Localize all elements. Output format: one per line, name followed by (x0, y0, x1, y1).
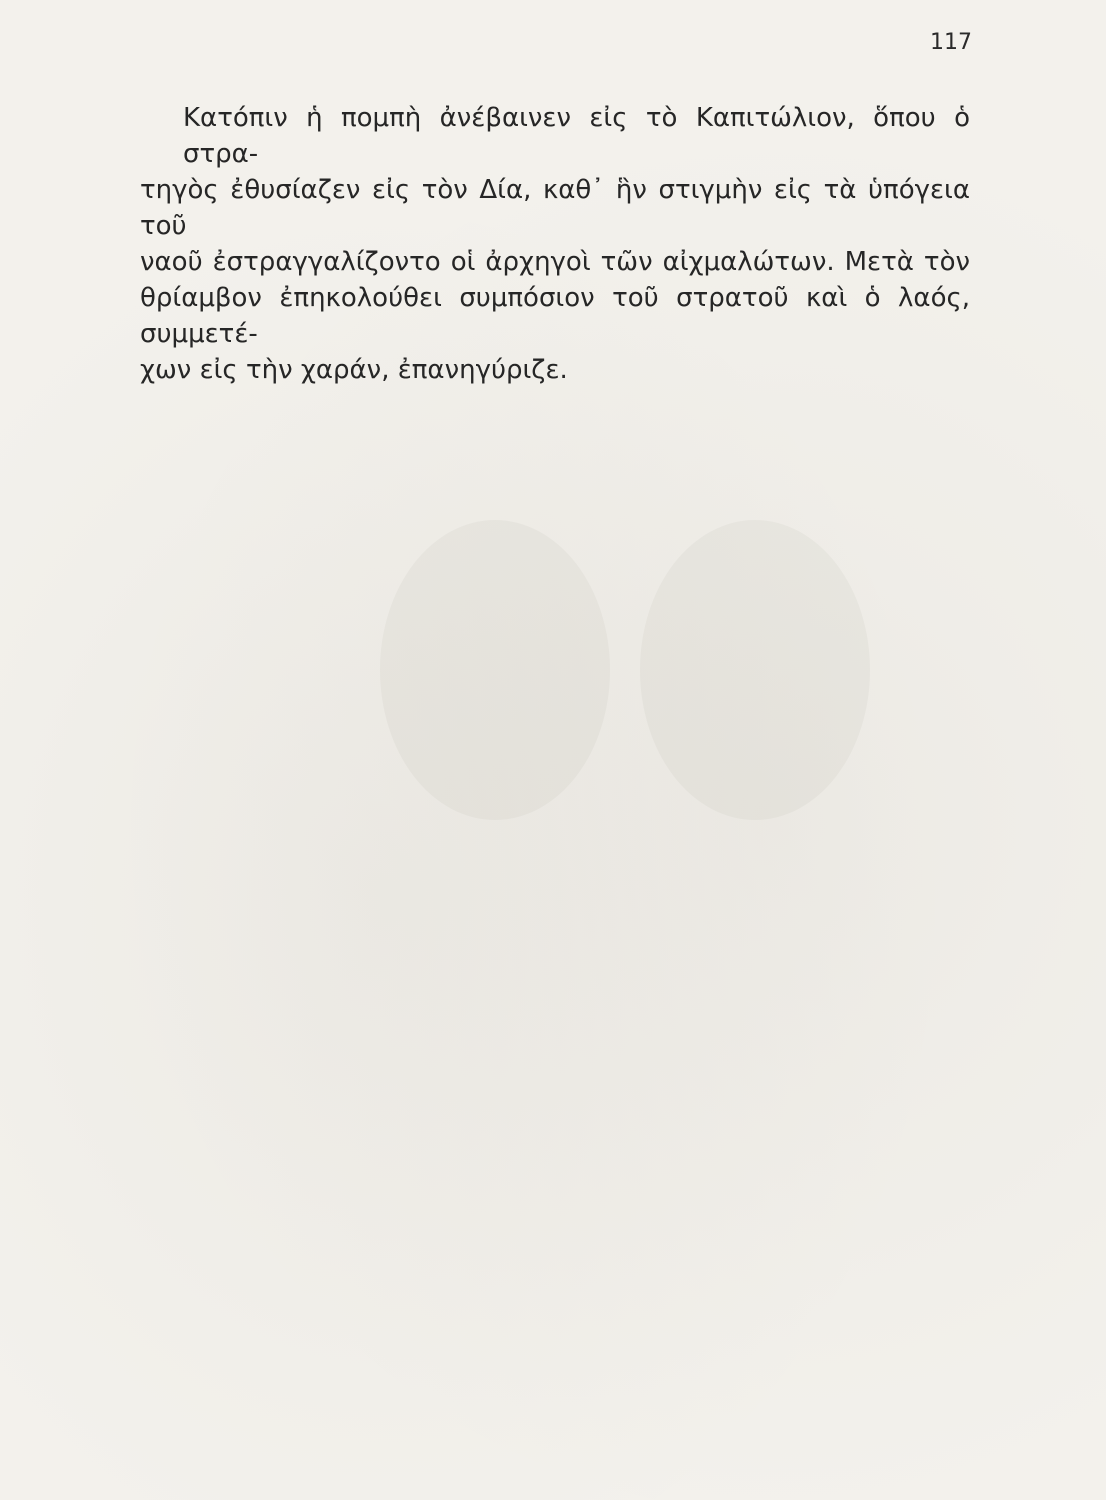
page-number: 117 (930, 30, 972, 55)
paragraph-line: τηγὸς ἐθυσίαζεν εἰς τὸν Δία, καθ᾿ ἣν στιγμὴν εἰς τὰ ὑπόγεια τοῦ (140, 175, 970, 241)
paragraph-line: θρίαμβον ἐπηκολούθει συμπόσιον τοῦ στρατοῦ καὶ ὁ λαός, συμμετέ- (140, 283, 970, 349)
bleed-through-portrait-right (640, 520, 870, 820)
paragraph-line: χων εἰς τὴν χαράν, ἐπανηγύριζε. (140, 355, 568, 385)
body-paragraph (140, 100, 970, 388)
paragraph-line: Κατόπιν ἡ πομπὴ ἀνέβαινεν εἰς τὸ Καπιτώλιον, ὅπου ὁ στρα- (183, 103, 970, 169)
paragraph-line: ναοῦ ἐστραγγαλίζοντο οἱ ἀρχηγοὶ τῶν αἰχμαλώτων. Μετὰ τὸν (140, 247, 970, 277)
bleed-through-portrait-left (380, 520, 610, 820)
